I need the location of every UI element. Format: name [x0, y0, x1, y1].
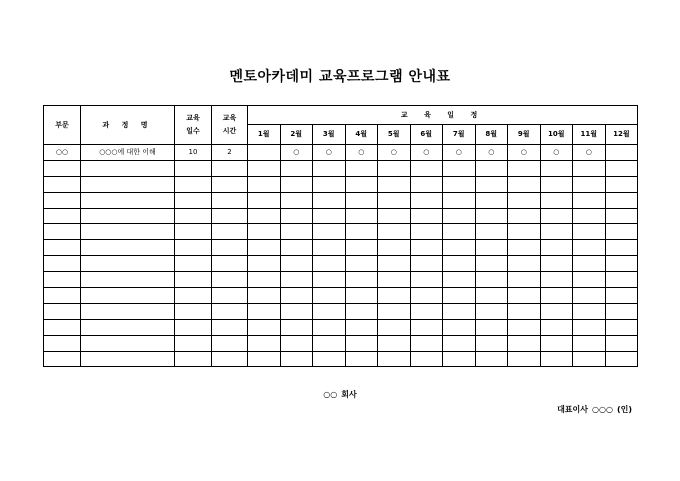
- empty-cell: [475, 208, 508, 224]
- empty-cell: [248, 319, 281, 335]
- empty-cell: [508, 224, 541, 240]
- cell-dept: ○○: [44, 145, 81, 161]
- empty-cell: [605, 240, 638, 256]
- empty-cell: [345, 256, 378, 272]
- empty-cell: [280, 351, 313, 367]
- empty-cell: [443, 160, 476, 176]
- empty-cell: [81, 351, 175, 367]
- empty-cell: [410, 351, 443, 367]
- empty-cell: [248, 192, 281, 208]
- empty-cell: [475, 240, 508, 256]
- month-header-3: 3월: [313, 125, 346, 145]
- empty-cell: [313, 224, 346, 240]
- empty-cell: [313, 288, 346, 304]
- ceo-name: ○○○: [592, 405, 613, 414]
- empty-cell: [508, 208, 541, 224]
- table-row: [44, 145, 638, 161]
- empty-cell: [508, 192, 541, 208]
- empty-cell: [44, 335, 81, 351]
- empty-cell: [44, 319, 81, 335]
- empty-cell: [410, 303, 443, 319]
- empty-cell: [475, 351, 508, 367]
- empty-cell: [443, 288, 476, 304]
- empty-cell: [475, 335, 508, 351]
- empty-cell: [605, 224, 638, 240]
- empty-cell: [81, 176, 175, 192]
- empty-cell: [378, 208, 411, 224]
- table-row: [44, 351, 638, 367]
- empty-cell: [345, 272, 378, 288]
- cell-month-10: ○: [540, 145, 573, 161]
- empty-cell: [378, 351, 411, 367]
- empty-cell: [605, 176, 638, 192]
- empty-cell: [573, 160, 606, 176]
- header-dept: 부문: [44, 106, 81, 145]
- empty-cell: [81, 335, 175, 351]
- table-row: [44, 288, 638, 304]
- empty-cell: [475, 192, 508, 208]
- empty-cell: [44, 256, 81, 272]
- empty-cell: [280, 272, 313, 288]
- empty-cell: [212, 288, 248, 304]
- empty-cell: [443, 192, 476, 208]
- empty-cell: [475, 272, 508, 288]
- empty-cell: [508, 272, 541, 288]
- empty-cell: [378, 288, 411, 304]
- cell-days: 10: [175, 145, 212, 161]
- empty-cell: [175, 224, 212, 240]
- table-row: [44, 224, 638, 240]
- empty-cell: [212, 208, 248, 224]
- header-days: 교육 일수: [175, 106, 212, 145]
- empty-cell: [81, 272, 175, 288]
- empty-cell: [475, 256, 508, 272]
- empty-cell: [175, 272, 212, 288]
- empty-cell: [378, 319, 411, 335]
- empty-cell: [540, 351, 573, 367]
- empty-cell: [605, 160, 638, 176]
- empty-cell: [443, 208, 476, 224]
- empty-cell: [540, 208, 573, 224]
- table-row: [44, 160, 638, 176]
- empty-cell: [212, 256, 248, 272]
- empty-cell: [573, 224, 606, 240]
- empty-cell: [280, 208, 313, 224]
- empty-cell: [313, 176, 346, 192]
- ceo-label: 대표이사: [557, 405, 588, 414]
- empty-cell: [540, 256, 573, 272]
- month-header-6: 6월: [410, 125, 443, 145]
- cell-month-9: ○: [508, 145, 541, 161]
- empty-cell: [280, 176, 313, 192]
- empty-cell: [605, 192, 638, 208]
- empty-cell: [508, 176, 541, 192]
- empty-cell: [605, 303, 638, 319]
- empty-cell: [540, 224, 573, 240]
- empty-cell: [175, 240, 212, 256]
- month-header-8: 8월: [475, 125, 508, 145]
- empty-cell: [212, 176, 248, 192]
- empty-cell: [540, 319, 573, 335]
- empty-cell: [345, 160, 378, 176]
- empty-cell: [280, 192, 313, 208]
- table-row: [44, 272, 638, 288]
- empty-cell: [378, 240, 411, 256]
- seal-mark: (인): [616, 405, 632, 414]
- table-row: [44, 240, 638, 256]
- empty-cell: [443, 319, 476, 335]
- empty-cell: [605, 335, 638, 351]
- empty-cell: [540, 192, 573, 208]
- empty-cell: [44, 240, 81, 256]
- empty-cell: [573, 176, 606, 192]
- empty-cell: [443, 224, 476, 240]
- empty-cell: [212, 192, 248, 208]
- month-header-10: 10월: [540, 125, 573, 145]
- empty-cell: [248, 176, 281, 192]
- empty-cell: [175, 192, 212, 208]
- empty-cell: [540, 288, 573, 304]
- empty-cell: [345, 303, 378, 319]
- empty-cell: [81, 224, 175, 240]
- empty-cell: [573, 335, 606, 351]
- empty-cell: [81, 256, 175, 272]
- empty-cell: [345, 288, 378, 304]
- empty-cell: [573, 192, 606, 208]
- table-row: [44, 208, 638, 224]
- empty-cell: [410, 319, 443, 335]
- empty-cell: [475, 288, 508, 304]
- empty-cell: [44, 303, 81, 319]
- empty-cell: [313, 256, 346, 272]
- empty-cell: [573, 240, 606, 256]
- empty-cell: [378, 303, 411, 319]
- table-row: [44, 256, 638, 272]
- empty-cell: [378, 160, 411, 176]
- empty-cell: [345, 192, 378, 208]
- empty-cell: [175, 319, 212, 335]
- empty-cell: [410, 160, 443, 176]
- empty-cell: [443, 335, 476, 351]
- ceo-signature: [557, 404, 632, 415]
- empty-cell: [475, 319, 508, 335]
- company-mark: ○○: [323, 390, 338, 399]
- empty-cell: [345, 351, 378, 367]
- empty-cell: [573, 351, 606, 367]
- empty-cell: [508, 288, 541, 304]
- empty-cell: [212, 303, 248, 319]
- empty-cell: [175, 288, 212, 304]
- empty-cell: [248, 351, 281, 367]
- empty-cell: [378, 256, 411, 272]
- company-label: 회사: [341, 390, 357, 399]
- empty-cell: [313, 272, 346, 288]
- empty-cell: [540, 335, 573, 351]
- empty-cell: [573, 208, 606, 224]
- empty-cell: [44, 288, 81, 304]
- empty-cell: [378, 335, 411, 351]
- empty-cell: [605, 351, 638, 367]
- cell-month-12: [605, 145, 638, 161]
- empty-cell: [81, 288, 175, 304]
- empty-cell: [410, 240, 443, 256]
- empty-cell: [605, 256, 638, 272]
- empty-cell: [248, 288, 281, 304]
- empty-cell: [443, 256, 476, 272]
- empty-cell: [540, 160, 573, 176]
- empty-cell: [345, 335, 378, 351]
- month-header-12: 12월: [605, 125, 638, 145]
- empty-cell: [378, 176, 411, 192]
- empty-cell: [345, 319, 378, 335]
- empty-cell: [410, 176, 443, 192]
- empty-cell: [313, 351, 346, 367]
- empty-cell: [410, 192, 443, 208]
- empty-cell: [605, 208, 638, 224]
- empty-cell: [540, 176, 573, 192]
- empty-cell: [44, 192, 81, 208]
- empty-cell: [313, 208, 346, 224]
- empty-cell: [508, 351, 541, 367]
- empty-cell: [410, 272, 443, 288]
- empty-cell: [313, 335, 346, 351]
- empty-cell: [212, 160, 248, 176]
- empty-cell: [410, 224, 443, 240]
- empty-cell: [44, 272, 81, 288]
- empty-cell: [313, 240, 346, 256]
- empty-cell: [248, 256, 281, 272]
- table-row: [44, 176, 638, 192]
- document-title: 멘토아카데미 교육프로그램 안내표: [229, 69, 451, 85]
- empty-cell: [280, 335, 313, 351]
- empty-cell: [313, 303, 346, 319]
- empty-cell: [573, 319, 606, 335]
- empty-cell: [573, 256, 606, 272]
- header-schedule: 교 육 일 정: [248, 106, 638, 125]
- empty-cell: [175, 303, 212, 319]
- empty-cell: [605, 288, 638, 304]
- empty-cell: [508, 319, 541, 335]
- empty-cell: [345, 208, 378, 224]
- empty-cell: [443, 176, 476, 192]
- empty-cell: [378, 272, 411, 288]
- cell-hours: 2: [212, 145, 248, 161]
- empty-cell: [313, 160, 346, 176]
- empty-cell: [313, 319, 346, 335]
- empty-cell: [175, 256, 212, 272]
- empty-cell: [44, 208, 81, 224]
- empty-cell: [44, 351, 81, 367]
- empty-cell: [573, 303, 606, 319]
- empty-cell: [248, 272, 281, 288]
- empty-cell: [280, 288, 313, 304]
- empty-cell: [443, 351, 476, 367]
- empty-cell: [443, 240, 476, 256]
- month-header-9: 9월: [508, 125, 541, 145]
- empty-cell: [345, 224, 378, 240]
- empty-cell: [345, 240, 378, 256]
- empty-cell: [212, 335, 248, 351]
- cell-course: ○○○에 대한 이해: [81, 145, 175, 161]
- cell-month-7: ○: [443, 145, 476, 161]
- table-row: [44, 192, 638, 208]
- empty-cell: [540, 303, 573, 319]
- table-row: [44, 319, 638, 335]
- empty-cell: [605, 319, 638, 335]
- empty-cell: [508, 240, 541, 256]
- empty-cell: [540, 240, 573, 256]
- empty-cell: [248, 160, 281, 176]
- empty-cell: [81, 319, 175, 335]
- empty-cell: [508, 160, 541, 176]
- empty-cell: [175, 335, 212, 351]
- empty-cell: [475, 160, 508, 176]
- education-schedule-table: [43, 105, 638, 367]
- empty-cell: [248, 224, 281, 240]
- empty-cell: [573, 288, 606, 304]
- empty-cell: [378, 224, 411, 240]
- empty-cell: [475, 303, 508, 319]
- empty-cell: [475, 224, 508, 240]
- month-header-5: 5월: [378, 125, 411, 145]
- cell-month-3: ○: [313, 145, 346, 161]
- empty-cell: [175, 176, 212, 192]
- empty-cell: [212, 351, 248, 367]
- empty-cell: [280, 256, 313, 272]
- cell-month-2: ○: [280, 145, 313, 161]
- empty-cell: [280, 319, 313, 335]
- company-name: [0, 389, 680, 400]
- empty-cell: [44, 224, 81, 240]
- table-body: [44, 145, 638, 367]
- table-row: [44, 335, 638, 351]
- empty-cell: [605, 272, 638, 288]
- empty-cell: [81, 208, 175, 224]
- empty-cell: [280, 240, 313, 256]
- empty-cell: [248, 240, 281, 256]
- empty-cell: [175, 351, 212, 367]
- empty-cell: [410, 256, 443, 272]
- month-header-11: 11월: [573, 125, 606, 145]
- empty-cell: [573, 272, 606, 288]
- header-course: 과 정 명: [81, 106, 175, 145]
- empty-cell: [81, 160, 175, 176]
- empty-cell: [212, 319, 248, 335]
- empty-cell: [508, 256, 541, 272]
- cell-month-4: ○: [345, 145, 378, 161]
- cell-month-8: ○: [475, 145, 508, 161]
- empty-cell: [248, 208, 281, 224]
- month-header-2: 2월: [280, 125, 313, 145]
- empty-cell: [410, 335, 443, 351]
- header-hours: 교육 시간: [212, 106, 248, 145]
- empty-cell: [44, 160, 81, 176]
- empty-cell: [81, 240, 175, 256]
- empty-cell: [212, 240, 248, 256]
- empty-cell: [81, 192, 175, 208]
- cell-month-1: [248, 145, 281, 161]
- cell-month-5: ○: [378, 145, 411, 161]
- empty-cell: [345, 176, 378, 192]
- empty-cell: [410, 208, 443, 224]
- month-header-4: 4월: [345, 125, 378, 145]
- empty-cell: [175, 208, 212, 224]
- empty-cell: [280, 224, 313, 240]
- cell-month-6: ○: [410, 145, 443, 161]
- empty-cell: [508, 335, 541, 351]
- empty-cell: [508, 303, 541, 319]
- empty-cell: [248, 335, 281, 351]
- empty-cell: [175, 160, 212, 176]
- empty-cell: [443, 272, 476, 288]
- empty-cell: [280, 303, 313, 319]
- month-header-7: 7월: [443, 125, 476, 145]
- empty-cell: [313, 192, 346, 208]
- month-header-1: 1월: [248, 125, 281, 145]
- empty-cell: [443, 303, 476, 319]
- empty-cell: [475, 176, 508, 192]
- empty-cell: [212, 224, 248, 240]
- empty-cell: [81, 303, 175, 319]
- empty-cell: [44, 176, 81, 192]
- cell-month-11: ○: [573, 145, 606, 161]
- empty-cell: [540, 272, 573, 288]
- empty-cell: [212, 272, 248, 288]
- empty-cell: [280, 160, 313, 176]
- empty-cell: [248, 303, 281, 319]
- empty-cell: [410, 288, 443, 304]
- table-row: [44, 303, 638, 319]
- empty-cell: [378, 192, 411, 208]
